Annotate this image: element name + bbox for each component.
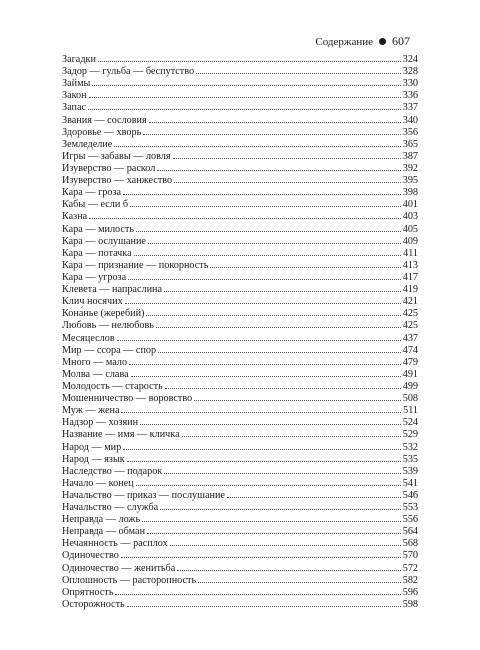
toc-entry-page: 337 [402, 102, 418, 114]
toc-entry-title: Загадки [62, 54, 96, 65]
toc-entry-page: 419 [402, 284, 418, 296]
toc-entry-page: 421 [402, 296, 418, 308]
toc-entry-title: Одиночество — женитьба [62, 562, 176, 574]
toc-entry-title: Изуверство — ханжество [62, 175, 173, 187]
section-title: Содержание [315, 35, 373, 48]
dot-leader [140, 424, 401, 425]
toc-entry [62, 538, 418, 550]
dot-leader [136, 231, 401, 232]
toc-entry-page: 411 [403, 247, 418, 259]
toc-entry-page: 491 [402, 368, 418, 380]
toc-entry [62, 175, 418, 187]
toc-entry-title: Задор — гульба — беспутство [62, 66, 195, 78]
toc-entry-page: 474 [402, 344, 418, 356]
dot-leader [127, 606, 401, 607]
toc-entry-page: 479 [402, 356, 418, 368]
toc-entry [62, 296, 418, 308]
toc-entry-title: Казна [62, 211, 88, 223]
dot-leader [210, 267, 400, 268]
dot-leader [158, 352, 401, 353]
toc-entry [62, 466, 418, 478]
toc-entry-page: 508 [402, 393, 418, 405]
dot-leader [127, 461, 401, 462]
dot-leader [88, 109, 401, 110]
bullet-icon [379, 38, 386, 45]
toc-entry [62, 151, 418, 163]
toc-entry-page: 398 [402, 187, 418, 199]
dot-leader [136, 485, 401, 486]
dot-leader [134, 255, 401, 256]
toc-entry-title: Кара — милость [62, 223, 135, 235]
toc-entry [62, 224, 418, 236]
toc-entry-title: Любовь — нелюбовь [62, 320, 154, 332]
toc-entry [62, 345, 418, 357]
toc-entry-page: 529 [402, 429, 418, 441]
toc-entry [62, 260, 418, 272]
toc-entry [62, 211, 418, 223]
toc-entry-page: 425 [402, 308, 418, 320]
dot-leader [89, 97, 401, 98]
dot-leader [125, 303, 401, 304]
toc-entry [62, 478, 418, 490]
toc-entry [62, 284, 418, 296]
toc-entry-title: Клич носячих [62, 296, 123, 308]
toc-entry [62, 514, 418, 526]
toc-entry [62, 575, 418, 587]
toc-entry [62, 490, 418, 502]
toc-entry-title: Осторожность [62, 598, 125, 610]
dot-leader [128, 279, 401, 280]
toc-entry-title: Изуверство — раскол [62, 162, 156, 174]
toc-entry-page: 553 [402, 502, 418, 514]
toc-entry-title: Кара — ослушание [62, 235, 146, 247]
toc-entry-title: Муж — жена [62, 405, 120, 417]
toc-entry-title: Молодость — старость [62, 380, 163, 392]
dot-leader [114, 146, 400, 147]
toc-entry-title: Надзор — хозяин [62, 417, 139, 429]
dot-leader [143, 134, 400, 135]
toc-entry-page: 417 [402, 271, 418, 283]
toc-entry-page: 413 [402, 259, 418, 271]
dot-leader [164, 473, 400, 474]
dot-leader [196, 73, 401, 74]
toc-entry-page: 392 [402, 162, 418, 174]
toc-entry-title: Мир — ссора — спор [62, 344, 157, 356]
toc-entry [62, 163, 418, 175]
dot-leader [98, 61, 401, 62]
dot-leader [123, 194, 401, 195]
toc-entry [62, 587, 418, 599]
dot-leader [156, 327, 401, 328]
dot-leader [227, 497, 401, 498]
dot-leader [148, 243, 401, 244]
toc-entry-page: 570 [402, 550, 418, 562]
dot-leader [177, 570, 400, 571]
toc-entry-title: Начальство — приказ — послушание [62, 489, 225, 501]
toc-entry [62, 66, 418, 78]
toc-entry-title: Здоровье — хворь [62, 126, 142, 138]
dot-leader [121, 557, 401, 558]
toc-entry-title: Народ — язык [62, 453, 125, 465]
dot-leader [129, 364, 401, 365]
toc-entry-title: Земледелие [62, 138, 113, 150]
toc-entry-title: Кона́нье (жеребий) [62, 308, 145, 320]
dot-leader [123, 449, 400, 450]
toc-entry [62, 248, 418, 260]
toc-entry-page: 395 [402, 175, 418, 187]
toc-entry-page: 596 [402, 586, 418, 598]
toc-entry-page: 425 [402, 320, 418, 332]
toc-entry-title: Одиночество [62, 550, 119, 562]
toc-entry [62, 526, 418, 538]
toc-entry-page: 598 [402, 598, 418, 610]
toc-entry-title: Кара — потачка [62, 247, 132, 259]
toc-entry-title: Оплошность — расторопность [62, 574, 197, 586]
toc-entry [62, 393, 418, 405]
toc-entry-title: Наследство — подарок [62, 465, 163, 477]
toc-entry-title: Месяцеслов [62, 332, 115, 344]
toc-entry-page: 532 [402, 441, 418, 453]
toc-entry [62, 115, 418, 127]
toc-entry-page: 556 [402, 514, 418, 526]
toc-entry-page: 541 [402, 477, 418, 489]
toc-entry-page: 403 [402, 211, 418, 223]
toc-entry-page: 365 [402, 138, 418, 150]
toc-entry [62, 550, 418, 562]
toc-entry-page: 409 [402, 235, 418, 247]
toc-entry-page: 387 [402, 150, 418, 162]
dot-leader [142, 521, 401, 522]
dot-leader [121, 412, 401, 413]
dot-leader [165, 388, 401, 389]
toc-entry [62, 90, 418, 102]
toc-entry-title: Кабы — если б [62, 199, 129, 211]
table-of-contents [62, 54, 418, 611]
toc-entry [62, 187, 418, 199]
dot-leader [131, 376, 401, 377]
toc-entry-title: Займы [62, 78, 91, 90]
dot-leader [160, 509, 401, 510]
toc-entry-title: Кара — признание — покорность [62, 259, 209, 271]
toc-entry-title: Неправда — ложь [62, 514, 141, 526]
dot-leader [198, 582, 401, 583]
toc-entry-title: Кара — угроза [62, 271, 127, 283]
toc-entry-title: Начальство — служба [62, 502, 159, 514]
dot-leader [146, 315, 400, 316]
toc-entry-page: 401 [402, 199, 418, 211]
toc-entry [62, 369, 418, 381]
toc-entry [62, 199, 418, 211]
dot-leader [173, 158, 401, 159]
toc-entry-title: Звания — сословия [62, 114, 147, 126]
dot-leader [115, 594, 400, 595]
toc-entry-page: 405 [402, 223, 418, 235]
toc-entry-page: 546 [402, 489, 418, 501]
toc-entry-page: 336 [402, 90, 418, 102]
toc-entry [62, 236, 418, 248]
toc-entry-title: Клевета — напраслина [62, 284, 162, 296]
toc-entry-title: Закон [62, 90, 87, 102]
toc-entry [62, 272, 418, 284]
running-header [315, 34, 410, 49]
toc-entry [62, 502, 418, 514]
dot-leader [157, 170, 400, 171]
toc-entry-page: 340 [402, 114, 418, 126]
toc-entry-page: 330 [402, 78, 418, 90]
toc-entry-page: 572 [402, 562, 418, 574]
toc-entry [62, 139, 418, 151]
toc-entry-title: Молва — слава [62, 368, 129, 380]
dot-leader [182, 436, 401, 437]
toc-entry [62, 308, 418, 320]
toc-entry [62, 333, 418, 345]
toc-entry [62, 417, 418, 429]
dot-leader [194, 400, 401, 401]
toc-entry [62, 454, 418, 466]
toc-entry-page: 539 [402, 465, 418, 477]
toc-entry-page: 437 [402, 332, 418, 344]
toc-entry-page: 324 [402, 54, 418, 65]
toc-entry-page: 511 [403, 405, 418, 417]
dot-leader [147, 533, 401, 534]
toc-entry [62, 599, 418, 611]
toc-entry [62, 102, 418, 114]
toc-entry-title: Кара — гроза [62, 187, 121, 199]
dot-leader [164, 291, 401, 292]
dot-leader [92, 85, 400, 86]
toc-entry [62, 442, 418, 454]
toc-entry-page: 582 [402, 574, 418, 586]
toc-entry-page: 535 [402, 453, 418, 465]
toc-entry [62, 320, 418, 332]
toc-entry-title: Неправда — обман [62, 526, 146, 538]
toc-entry [62, 429, 418, 441]
toc-entry [62, 381, 418, 393]
page-number: 607 [392, 34, 410, 48]
dot-leader [170, 545, 401, 546]
dot-leader [174, 182, 401, 183]
toc-entry-page: 499 [402, 380, 418, 392]
toc-entry [62, 78, 418, 90]
toc-entry [62, 54, 418, 66]
toc-entry-title: Нечаянность — расплох [62, 538, 168, 550]
toc-entry [62, 405, 418, 417]
toc-entry-title: Мошенничество — воровство [62, 393, 193, 405]
toc-entry-page: 524 [402, 417, 418, 429]
toc-entry-page: 328 [402, 66, 418, 78]
toc-entry [62, 563, 418, 575]
dot-leader [130, 206, 401, 207]
toc-entry-title: Название — имя — кличка [62, 429, 180, 441]
toc-entry-title: Много — мало [62, 356, 128, 368]
toc-entry-page: 568 [402, 538, 418, 550]
dot-leader [89, 218, 401, 219]
toc-entry-title: Народ — мир [62, 441, 122, 453]
toc-entry-title: Опрятность [62, 586, 114, 598]
toc-entry-title: Запас [62, 102, 86, 114]
toc-entry-title: Игры — забавы — ловля [62, 150, 171, 162]
toc-entry [62, 357, 418, 369]
dot-leader [149, 122, 401, 123]
toc-entry-page: 356 [402, 126, 418, 138]
toc-entry-title: Начало — конец [62, 477, 134, 489]
dot-leader [117, 340, 401, 341]
toc-entry [62, 127, 418, 139]
toc-entry-page: 564 [402, 526, 418, 538]
